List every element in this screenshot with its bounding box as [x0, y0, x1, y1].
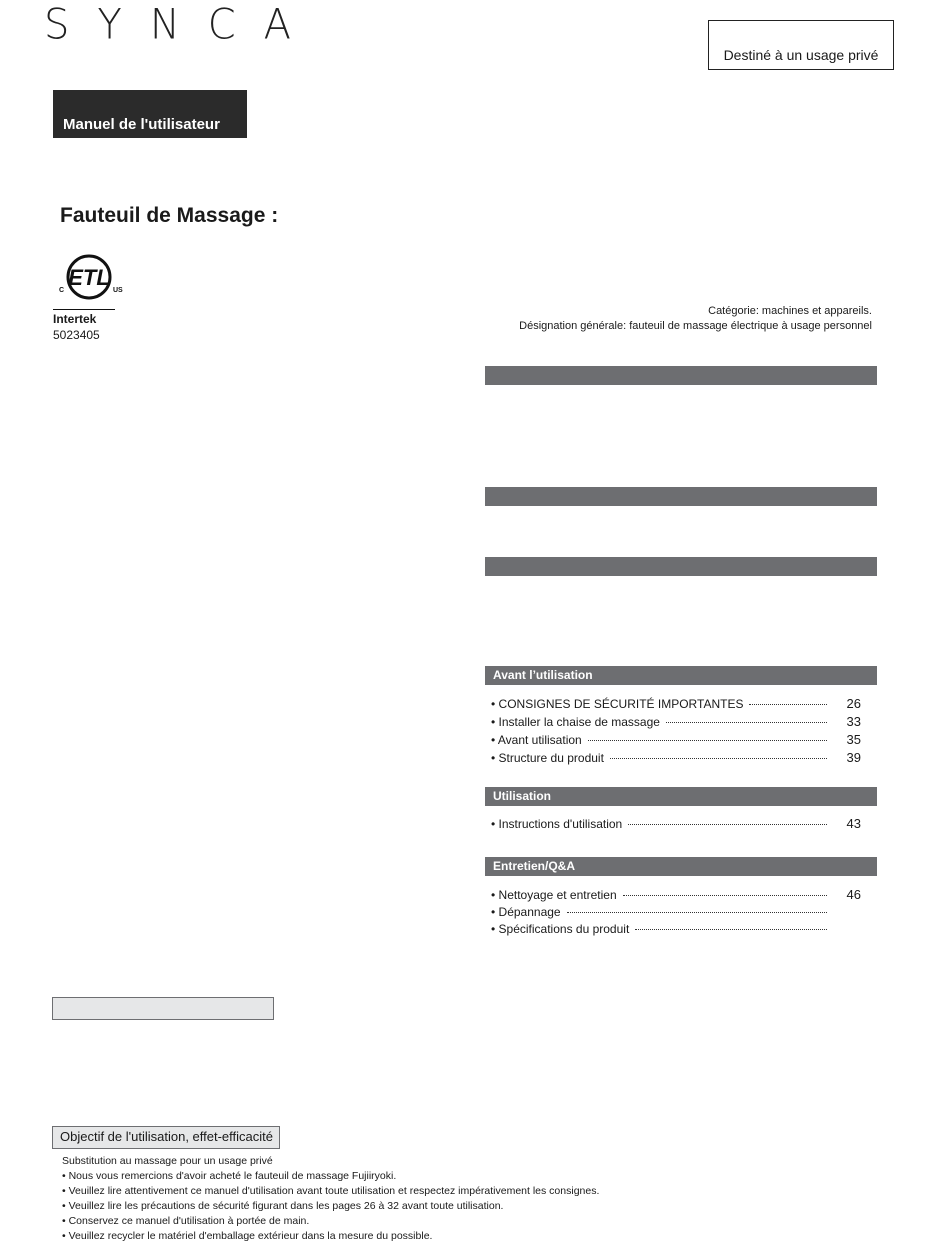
toc-section-header: Utilisation	[485, 787, 877, 806]
toc-item[interactable]	[491, 731, 861, 749]
toc-list	[491, 815, 861, 833]
objective-line: • Veuillez lire les précautions de sécurité figurant dans les pages 26 à 32 avant toute utilisation.	[62, 1200, 504, 1212]
toc-item-label: • Installer la chaise de massage	[491, 715, 660, 729]
toc-item[interactable]	[491, 921, 861, 938]
toc-list	[491, 695, 861, 767]
objective-line: • Conservez ce manuel d'utilisation à portée de main.	[62, 1215, 310, 1227]
objective-line: • Veuillez recycler le matériel d'emballage extérieur dans la mesure du possible.	[62, 1230, 433, 1242]
objective-line: • Veuillez lire attentivement ce manuel d'utilisation avant toute utilisation et respectez impérativement les consignes.	[62, 1185, 600, 1197]
manual-label-tag	[53, 90, 247, 138]
blank-header-bar	[485, 487, 877, 506]
blank-header-bar	[485, 366, 877, 385]
toc-leader-dots	[666, 722, 827, 723]
toc-item-page: 39	[846, 750, 861, 765]
private-use-label: Destiné à un usage privé	[723, 47, 879, 63]
toc-item-page: 35	[846, 732, 861, 747]
blank-header-bar	[485, 557, 877, 576]
toc-leader-dots	[628, 824, 827, 825]
toc-section-header: Avant l’utilisation	[485, 666, 877, 685]
toc-leader-dots	[567, 912, 827, 913]
designation-line: Désignation générale: fauteuil de massage électrique à usage personnel	[519, 320, 872, 332]
toc-item-page: 46	[846, 887, 861, 902]
toc-item-page: 26	[846, 696, 861, 711]
toc-leader-dots	[588, 740, 827, 741]
toc-item-label: • Dépannage	[491, 905, 561, 919]
toc-item-label: • Avant utilisation	[491, 733, 582, 747]
toc-item[interactable]	[491, 695, 861, 713]
toc-item-label: • Structure du produit	[491, 751, 604, 765]
private-use-box	[708, 20, 894, 70]
product-title: Fauteuil de Massage :	[60, 204, 279, 227]
toc-list	[491, 886, 861, 938]
category-block	[519, 304, 872, 334]
etl-mark-text: ETL	[68, 265, 110, 290]
svg-text:US: US	[113, 287, 123, 294]
toc-item[interactable]	[491, 815, 861, 833]
certificate-number: 5023405	[53, 328, 100, 342]
etl-certification-icon	[53, 254, 125, 302]
toc-leader-dots	[635, 929, 827, 930]
category-line: Catégorie: machines et appareils.	[708, 305, 872, 317]
toc-item-label: • Nettoyage et entretien	[491, 888, 617, 902]
toc-item[interactable]	[491, 886, 861, 904]
toc-item-page: 33	[846, 714, 861, 729]
brand-logo: SYNCA	[44, 0, 320, 50]
objective-title: Objectif de l'utilisation, effet-efficacité	[52, 1126, 280, 1149]
manual-label: Manuel de l'utilisateur	[63, 116, 220, 133]
toc-leader-dots	[623, 895, 827, 896]
svg-text:C: C	[59, 287, 65, 294]
toc-leader-dots	[610, 758, 827, 759]
objective-text	[62, 1154, 599, 1244]
toc-item-page: 43	[846, 816, 861, 831]
toc-section-header: Entretien/Q&A	[485, 857, 877, 876]
certification-block	[53, 254, 133, 342]
objective-line: • Nous vous remercions d'avoir acheté le fauteuil de massage Fujiiryoki.	[62, 1170, 397, 1182]
toc-item[interactable]	[491, 749, 861, 767]
blank-label-box	[52, 997, 274, 1020]
objective-line: Substitution au massage pour un usage privé	[62, 1155, 273, 1167]
toc-item[interactable]	[491, 904, 861, 921]
toc-item-label: • CONSIGNES DE SÉCURITÉ IMPORTANTES	[491, 697, 744, 711]
toc-item-label: • Instructions d'utilisation	[491, 817, 623, 831]
toc-item-label: • Spécifications du produit	[491, 922, 630, 936]
intertek-label: Intertek	[53, 312, 97, 326]
toc-item[interactable]	[491, 713, 861, 731]
toc-leader-dots	[749, 704, 827, 705]
